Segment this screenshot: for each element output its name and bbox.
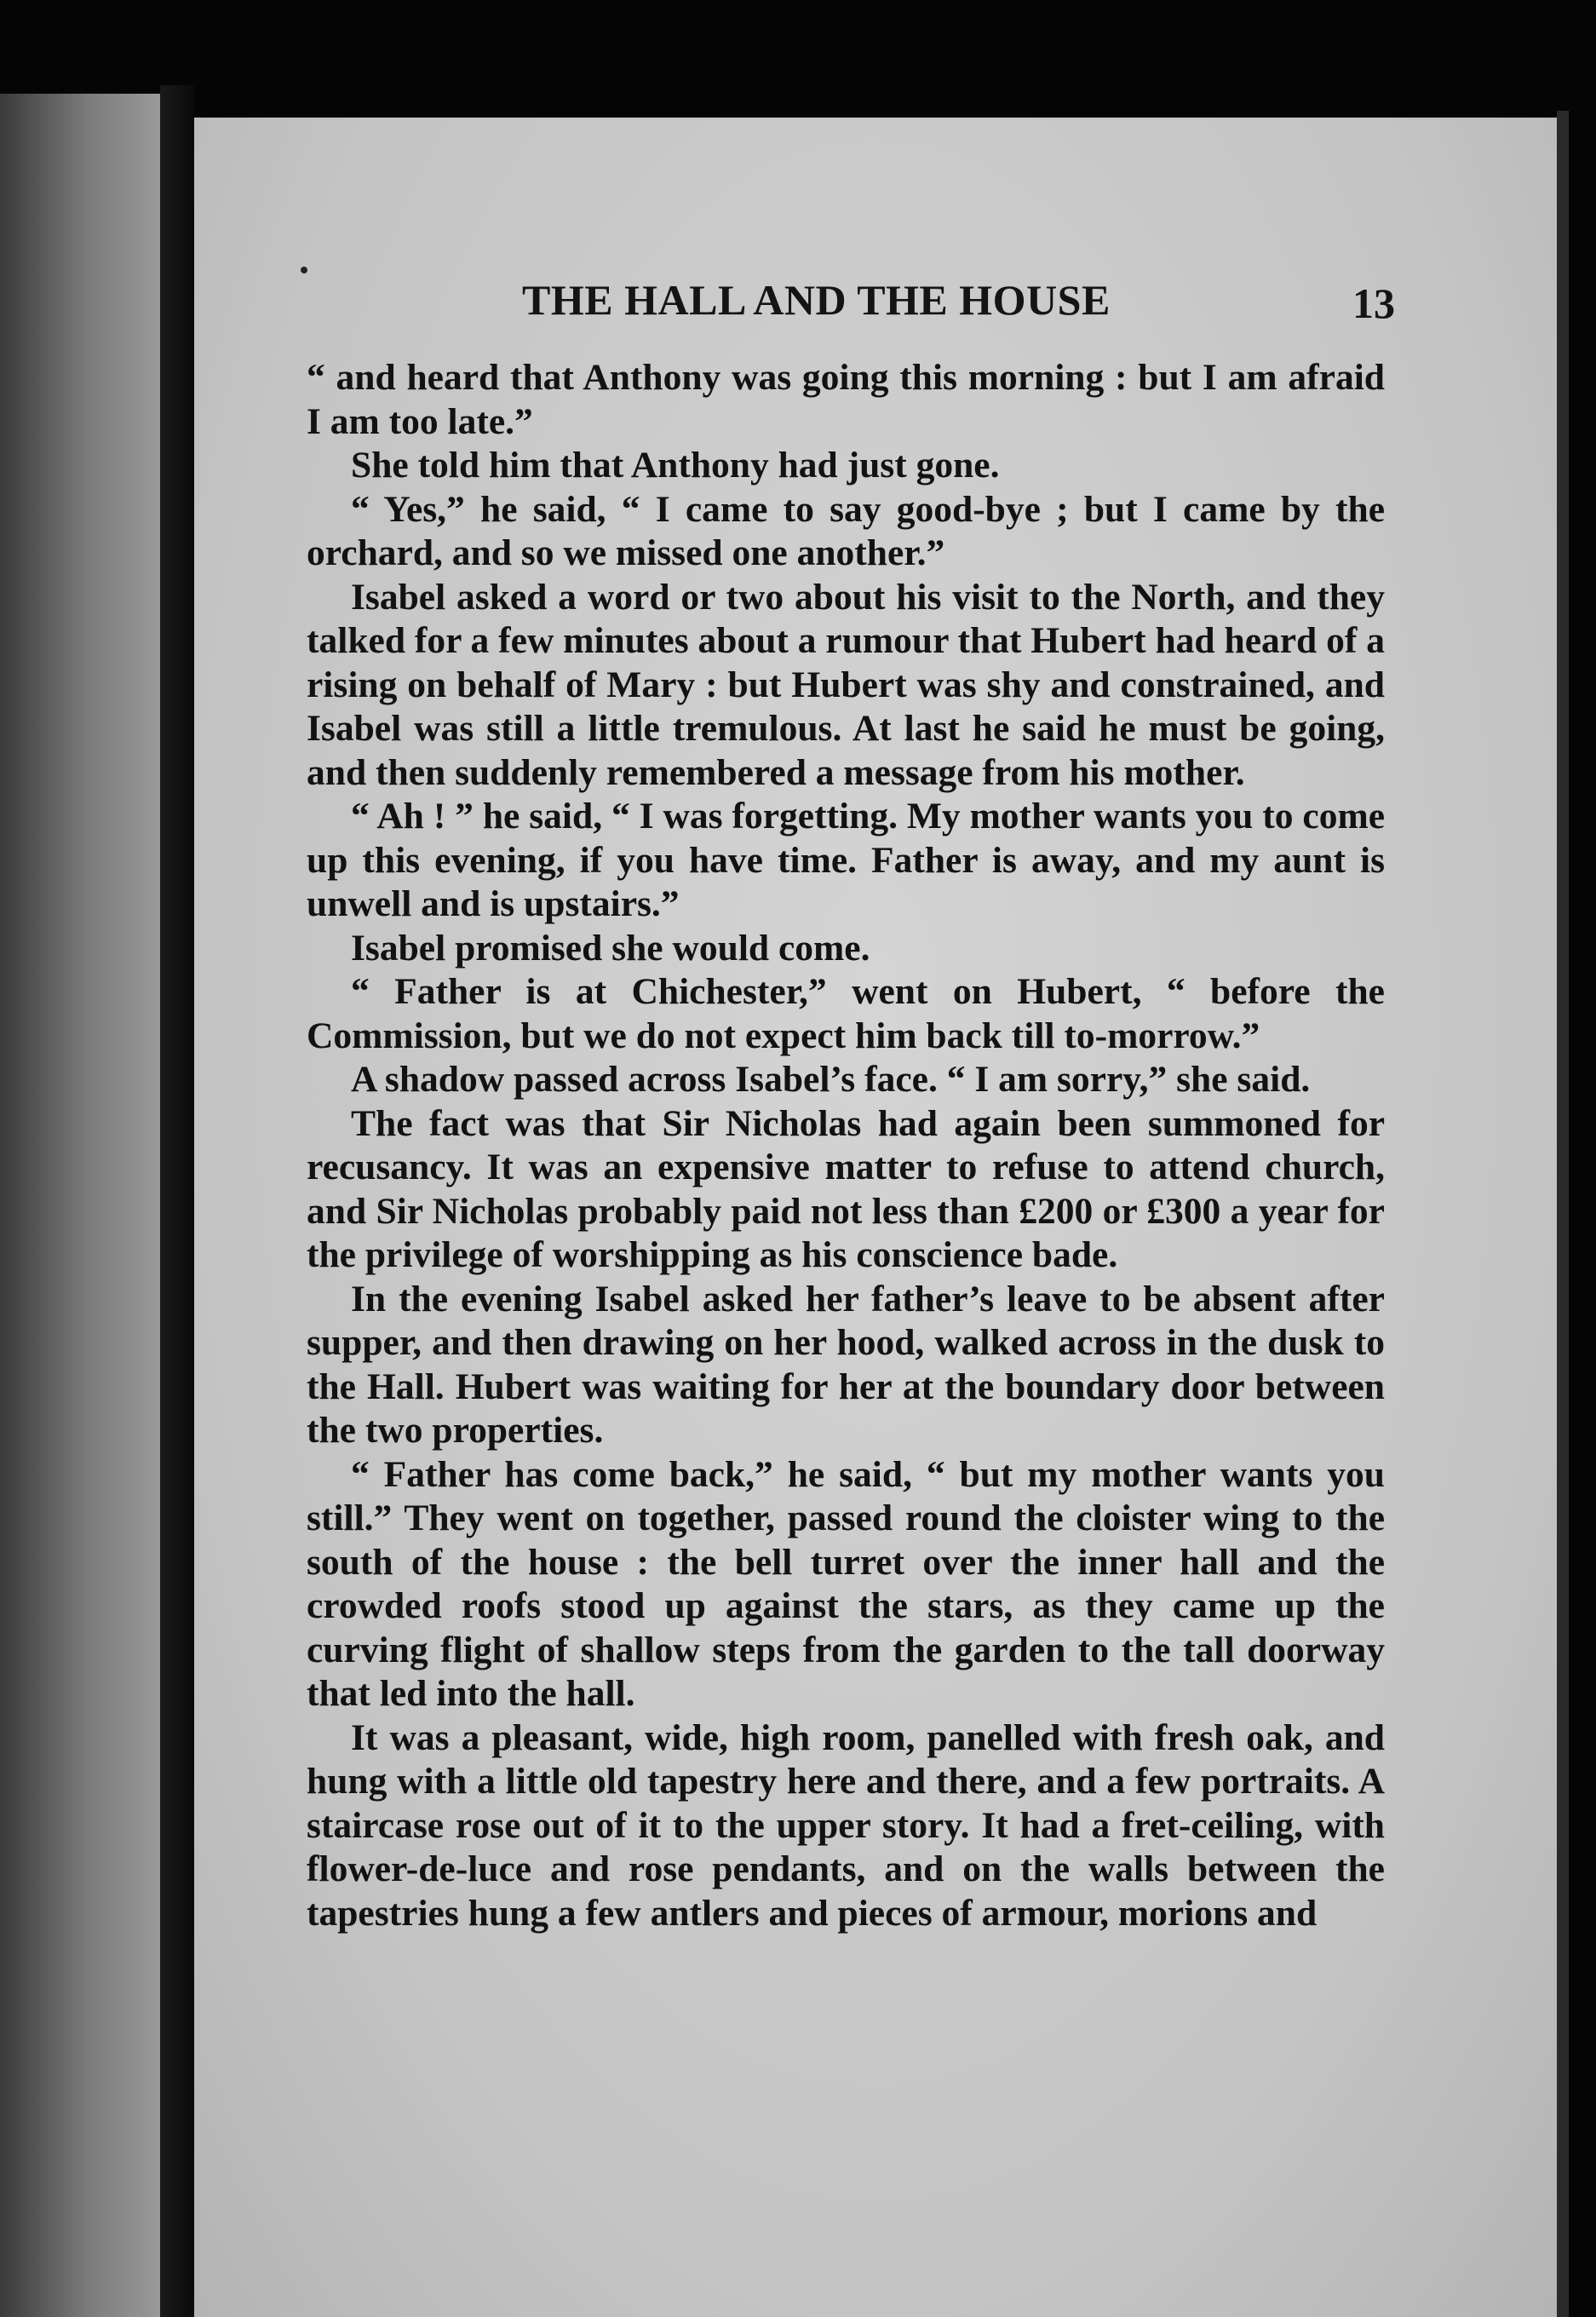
book-gutter [160,85,194,2317]
book-page [194,118,1557,2317]
paragraph: In the evening Isabel asked her father’s leave to be absent after supper, and then drawing on her hood, walked across in the dusk to the Hall. Hubert was waiting for her at the boundary door between the two properties. [307,1278,1385,1451]
paragraph: “ Ah ! ” he said, “ I was forgetting. My mother wants you to come up this evening, if you have time. Father is away, and my aunt is unwell and is upstairs.” [307,796,1385,924]
paragraph: “ Father is at Chichester,” went on Hubert, “ before the Commission, but we do not expect him back till to-morrow.” [307,971,1385,1056]
paragraph: A shadow passed across Isabel’s face. “ I am sorry,” she said. [351,1059,1311,1100]
body-text [307,356,1385,1935]
page-number: 13 [1352,279,1395,327]
paragraph: The fact was that Sir Nicholas had again been summoned for recusancy. It was an expensive matter to refuse to attend church, and Sir Nicholas probably paid not less than £200 or £300 a year for the privilege of worshipping as his conscience bade. [307,1102,1385,1275]
facing-page-edge [0,94,162,2317]
paragraph: Isabel promised she would come. [351,927,870,969]
page-right-edge [1557,111,1569,2317]
running-header [194,275,1557,343]
paragraph: She told him that Anthony had just gone. [351,445,1000,486]
ink-speck [301,267,307,273]
paragraph: It was a pleasant, wide, high room, panelled with fresh oak, and hung with a little old tapestry here and there, and a few portraits. A staircase rose out of it to the upper story. It had a fret-ceiling, with flower-de-luce and rose pendants, and on the walls between the tapestries hung a few antlers and pieces of armour, morions and [307,1716,1385,1934]
paragraph: Isabel asked a word or two about his visit to the North, and they talked for a few minutes about a rumour that Hubert had heard of a rising on behalf of Mary : but Hubert was shy and constrained, and Isabel was still a little tremulous. At last he said he must be going, and then suddenly remembered a message from his mother. [307,576,1385,793]
paragraph: “ and heard that Anthony was going this morning : but I am afraid I am too late.” [307,357,1385,442]
paragraph: “ Yes,” he said, “ I came to say good-bye ; but I came by the orchard, and so we missed one another.” [307,488,1385,573]
running-title: THE HALL AND THE HOUSE [522,276,1111,324]
paragraph: “ Father has come back,” he said, “ but my mother wants you still.” They went on together, passed round the cloister wing to the south of the house : the bell turret over the inner hall and the crowded roofs stood up against the stars, as they came up the curving flight of shallow steps from the garden to the tall doorway that led into the hall. [307,1453,1385,1714]
